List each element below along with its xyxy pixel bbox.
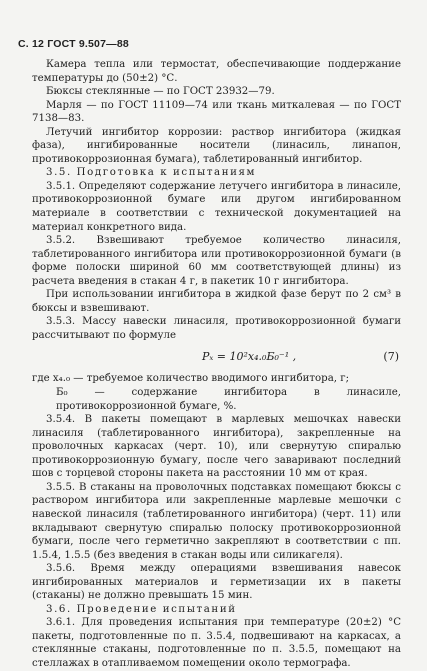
paragraph-3-6-1: 3.6.1. Для проведения испытания при температуре (20±2) °С пакеты, подготовленные по п. 3.5.4, подвешивают на каркасах, а стеклянные стаканы, подготовленные по п. 3.5.5, помещают на стеллажах в отапливаемом помещении около термографа. <box>32 617 401 669</box>
paragraph-3-5-2b: При использовании ингибитора в жидкой фазе берут по 2 см³ в бюксы и взвешивают. <box>32 289 401 314</box>
paragraph-3-5-1: 3.5.1. Определяют содержание летучего ингибитора в линасиле, противокоррозионной бумаге или другом ингибированном материале в соответствии с технической документацией на материал конкретного вида. <box>32 180 401 233</box>
formula-expression: Pₓ = 10²x₄.₀Б₀⁻¹ , <box>202 350 297 364</box>
paragraph-3-5-4: 3.5.4. В пакеты помещают в марлевых мешочках навески линасиля (таблетированного ингибитора), закрепленные на проволочных каркасах (черт. 10), или свернутую спиралью противокоррозионную бумагу, после чего заваривают последний шов с торцевой стороны пакета на расстоянии 10 мм от края. <box>32 414 401 480</box>
document-body <box>32 58 401 671</box>
paragraph-3-5-5: 3.5.5. В стаканы на проволочных подставках помещают бюксы с раствором ингибитора или закрепленные марлевые мешочки с навеской линасиля (таблетированного ингибитора) (черт. 11) или вкладывают свернутую спиралью полоску противокоррозионной бумаги, после чего герметично закрепляют в соответствии с пп. 1.5.4, 1.5.5 (без введения в стакан воды или силикагеля). <box>32 481 401 561</box>
paragraph: Бюксы стеклянные — по ГОСТ 23932—79. <box>46 86 275 98</box>
section-heading: 3.5. Подготовка к испытаниям <box>46 167 257 179</box>
section-heading: 3.6. Проведение испытаний <box>46 603 237 615</box>
paragraph: Летучий ингибитор коррозии: раствор ингибитора (жидкая фаза), ингибированные носители (линасиль, линапон, противокоррозионная бумага), таблетированный ингибитор. <box>32 126 401 165</box>
paragraph: Камера тепла или термостат, обеспечивающие поддержание температуры до (50±2) °С. <box>32 59 401 84</box>
paragraph: Марля — по ГОСТ 11109—74 или ткань миткалевая — по ГОСТ 7138—83. <box>32 99 401 125</box>
formula-number: (7) <box>383 350 399 364</box>
where-clause: где x₄.₀ — требуемое количество вводимого ингибитора, г; <box>32 373 350 385</box>
formula-block <box>32 344 401 372</box>
paragraph-3-5-3: 3.5.3. Массу навески линасиля, противокоррозионной бумаги рассчитывают по формуле <box>32 316 401 341</box>
where-clause: Б₀ — содержание ингибитора в линасиле, противокоррозионной бумаге, %. <box>56 387 401 412</box>
page-header: С. 12 ГОСТ 9.507—88 <box>18 38 129 50</box>
paragraph-3-5-2: 3.5.2. Взвешивают требуемое количество линасиля, таблетированного ингибитора или противокоррозионной бумаги (в форме полоски шириной 60 мм соответствующей длины) из расчета введения в стакан 4 г, в пакетик 10 г ингибитора. <box>32 235 401 287</box>
paragraph-3-5-6: 3.5.6. Время между операциями взвешивания навесок ингибированных материалов и герметизации их в пакеты (стаканы) не должно превышать 15 мин. <box>32 563 401 602</box>
